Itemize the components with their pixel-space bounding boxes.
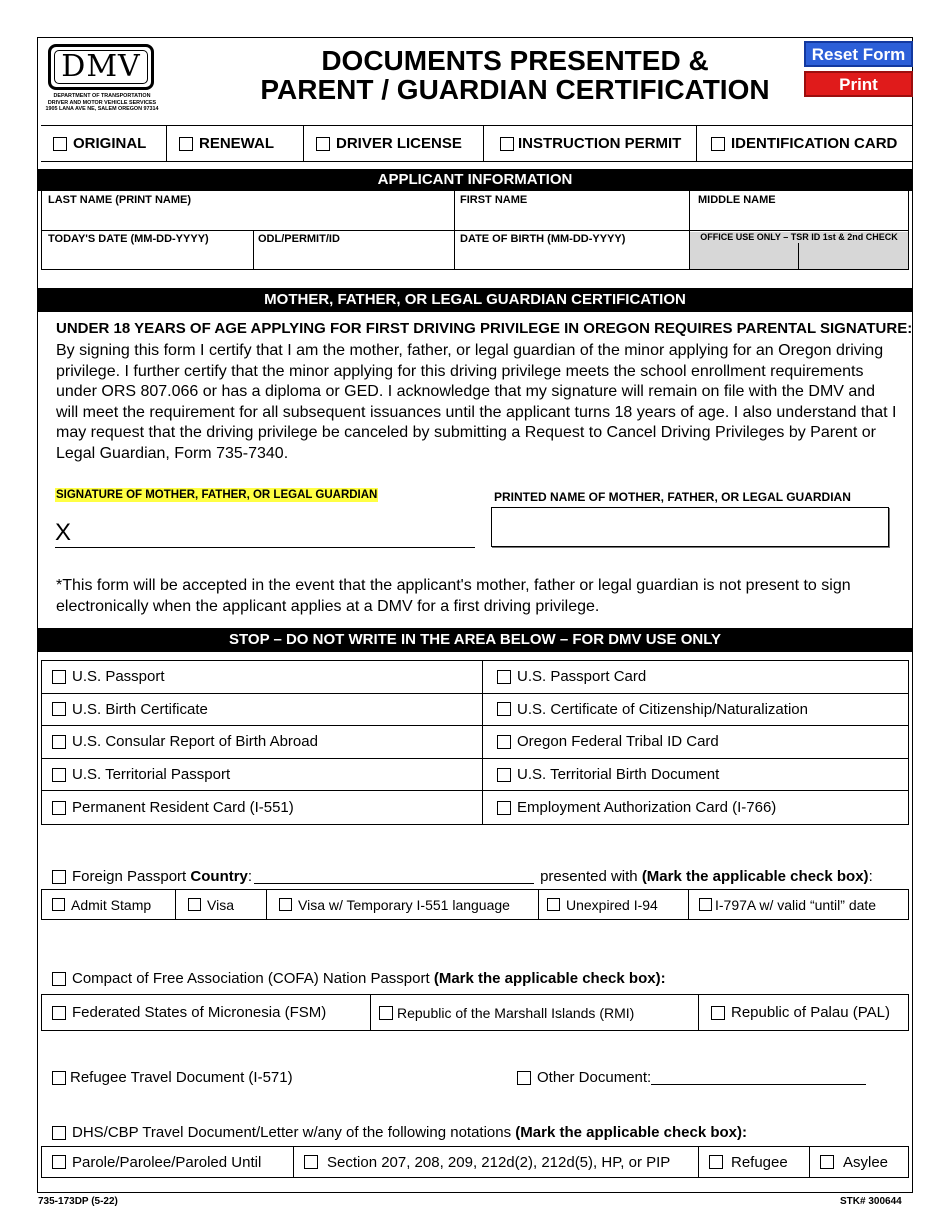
type-label: DRIVER LICENSE xyxy=(336,135,462,152)
type-label: ORIGINAL xyxy=(73,135,147,152)
doc-label: U.S. Consular Report of Birth Abroad xyxy=(72,733,318,751)
dhs-cbp-label: DHS/CBP Travel Document/Letter w/any of the following notations xyxy=(72,1124,512,1141)
option-label: Admit Stamp xyxy=(71,896,152,913)
type-original[interactable] xyxy=(41,126,167,161)
option-asylee[interactable] xyxy=(810,1147,908,1177)
checkbox[interactable] xyxy=(52,1006,66,1020)
doc-label: Employment Authorization Card (I-766) xyxy=(517,799,777,817)
signature-x-mark: X xyxy=(55,519,72,546)
option-palau[interactable] xyxy=(699,995,908,1030)
dmv-logo-subtitle xyxy=(44,93,160,113)
doc-us-passport-card[interactable] xyxy=(483,661,908,693)
doc-label: U.S. Passport xyxy=(72,668,165,686)
cofa-passport-line xyxy=(52,970,666,987)
mark-instruction: (Mark the applicable check box): xyxy=(515,1124,748,1141)
checkbox[interactable] xyxy=(188,898,201,911)
country-label: Country xyxy=(190,868,248,885)
option-label: Unexpired I-94 xyxy=(566,896,658,913)
checkbox[interactable] xyxy=(517,1071,531,1085)
printed-name-input[interactable] xyxy=(491,507,889,547)
type-label: INSTRUCTION PERMIT xyxy=(518,135,682,152)
doc-label: U.S. Birth Certificate xyxy=(72,700,208,718)
table-row xyxy=(42,726,908,759)
checkbox[interactable] xyxy=(820,1155,834,1169)
foreign-passport-label: Foreign Passport xyxy=(72,868,187,885)
doc-label: U.S. Certificate of Citizenship/Naturalization xyxy=(517,700,808,718)
form-title xyxy=(240,46,790,104)
dhs-cbp-travel-document xyxy=(52,1124,747,1141)
title-line-2: PARENT / GUARDIAN CERTIFICATION xyxy=(260,74,770,105)
doc-consular-report[interactable] xyxy=(42,726,483,758)
option-label: Republic of the Marshall Islands (RMI) xyxy=(397,1004,635,1021)
logo-subtitle-line: DEPARTMENT OF TRANSPORTATION xyxy=(53,93,151,99)
checkbox[interactable] xyxy=(497,801,511,815)
doc-territorial-passport[interactable] xyxy=(42,759,483,791)
checkbox[interactable] xyxy=(547,898,560,911)
type-label: RENEWAL xyxy=(199,135,274,152)
checkbox[interactable] xyxy=(52,1155,66,1169)
dmv-logo xyxy=(44,42,160,114)
option-unexpired-i94[interactable] xyxy=(539,890,689,919)
type-label: IDENTIFICATION CARD xyxy=(731,135,898,152)
checkbox[interactable] xyxy=(500,137,514,151)
doc-label: U.S. Territorial Birth Document xyxy=(517,766,720,784)
print-button[interactable]: Print xyxy=(804,71,913,97)
mark-instruction: (Mark the applicable check box) xyxy=(641,868,869,885)
form-number: 735-173DP (5-22) xyxy=(38,1196,118,1207)
dhs-cbp-options xyxy=(41,1146,909,1178)
option-label: Republic of Palau (PAL) xyxy=(731,1004,890,1021)
other-document-input[interactable] xyxy=(651,1071,866,1085)
foreign-passport-line xyxy=(52,868,873,885)
checkbox[interactable] xyxy=(52,768,66,782)
country-input[interactable] xyxy=(254,870,534,884)
title-line-1: DOCUMENTS PRESENTED & xyxy=(321,45,709,76)
dmv-logo-mark xyxy=(48,44,154,90)
checkbox[interactable] xyxy=(52,972,66,986)
checkbox[interactable] xyxy=(497,702,511,716)
certification-statement: By signing this form I certify that I am the mother, father, or legal guardian of the minor applying for an Oregon driving privilege. I further certify that the minor applying for this driving privilege meets the school enrollment requirements under ORS 807.066 or has a diploma or GED. I acknowledge that my signature will remain on file with the DMV and will meet the requirement for all subsequent issuances until the applicant turns 18 years of age. I also understand that I may request that the driving privilege be canceled by submitting a Request to Cancel Driving Privileges by Parent or Legal Guardian, Form 735-7340. xyxy=(56,342,897,462)
option-label: Federated States of Micronesia (FSM) xyxy=(72,1004,327,1021)
cofa-options xyxy=(41,994,909,1031)
divider xyxy=(253,230,254,270)
checkbox[interactable] xyxy=(497,670,511,684)
other-document-label: Other Document: xyxy=(537,1069,652,1086)
cofa-passport-label: Compact of Free Association (COFA) Nation Passport xyxy=(72,970,430,987)
option-label: Asylee xyxy=(843,1153,889,1171)
other-document xyxy=(517,1069,866,1086)
printed-name-label: PRINTED NAME OF MOTHER, FATHER, OR LEGAL GUARDIAN xyxy=(494,490,851,504)
middle-name-label: MIDDLE NAME xyxy=(698,194,776,206)
checkbox[interactable] xyxy=(711,1006,725,1020)
foreign-passport-options xyxy=(41,889,909,920)
option-label: Refugee xyxy=(731,1153,788,1171)
table-row xyxy=(42,694,908,727)
odl-permit-id-label: ODL/PERMIT/ID xyxy=(258,233,340,245)
option-fsm[interactable] xyxy=(42,995,371,1030)
office-use-label: OFFICE USE ONLY – TSR ID 1st & 2nd CHECK xyxy=(690,232,908,243)
doc-us-passport[interactable] xyxy=(42,661,483,693)
option-section-207[interactable] xyxy=(294,1147,699,1177)
table-row xyxy=(42,759,908,792)
option-label: I-797A w/ valid “until” date xyxy=(715,896,877,913)
checkbox[interactable] xyxy=(497,768,511,782)
refugee-travel-document-label: Refugee Travel Document (I-571) xyxy=(70,1069,293,1086)
type-driver-license[interactable] xyxy=(304,126,484,161)
option-i797a[interactable] xyxy=(689,890,908,919)
checkbox[interactable] xyxy=(52,801,66,815)
checkbox[interactable] xyxy=(179,137,193,151)
option-label: Visa w/ Temporary I-551 language xyxy=(298,896,510,913)
last-name-label: LAST NAME (PRINT NAME) xyxy=(48,194,191,206)
doc-label: Permanent Resident Card (I-551) xyxy=(72,799,294,817)
doc-employment-authorization-card[interactable] xyxy=(483,791,908,824)
checkbox[interactable] xyxy=(316,137,330,151)
signature-label: SIGNATURE OF MOTHER, FATHER, OR LEGAL GUARDIAN xyxy=(56,489,378,501)
presented-with-label: presented with xyxy=(540,868,638,885)
logo-subtitle-line: 1905 LANA AVE NE, SALEM OREGON 97314 xyxy=(45,106,159,112)
date-of-birth-label: DATE OF BIRTH (MM-DD-YYYY) xyxy=(460,233,626,245)
logo-subtitle-line: DRIVER AND MOTOR VEHICLE SERVICES xyxy=(47,99,157,106)
signature-field[interactable] xyxy=(55,547,475,548)
tsr-id-second-check xyxy=(799,243,908,269)
license-type-row xyxy=(41,125,913,162)
checkbox[interactable] xyxy=(52,702,66,716)
reset-form-button[interactable]: Reset Form xyxy=(804,41,913,67)
divider xyxy=(454,191,455,270)
tsr-id-first-check xyxy=(690,243,798,269)
doc-us-birth-certificate[interactable] xyxy=(42,694,483,726)
option-parole[interactable] xyxy=(42,1147,294,1177)
documents-table xyxy=(41,660,909,825)
checkbox[interactable] xyxy=(497,735,511,749)
type-identification-card[interactable] xyxy=(697,126,913,161)
checkbox[interactable] xyxy=(52,898,65,911)
checkbox[interactable] xyxy=(53,137,67,151)
colon: : xyxy=(868,868,873,885)
divider xyxy=(41,230,909,231)
first-name-label: FIRST NAME xyxy=(460,194,528,206)
checkbox[interactable] xyxy=(379,1006,393,1020)
mark-instruction: (Mark the applicable check box): xyxy=(433,970,666,987)
type-instruction-permit[interactable] xyxy=(484,126,697,161)
option-label: Parole/Parolee/Paroled Until xyxy=(72,1153,262,1171)
option-label: Section 207, 208, 209, 212d(2), 212d(5), HP, or PIP xyxy=(327,1153,671,1171)
option-visa[interactable] xyxy=(176,890,267,919)
colon: : xyxy=(247,868,253,885)
doc-label: U.S. Territorial Passport xyxy=(72,766,231,784)
checkbox[interactable] xyxy=(709,1155,723,1169)
stock-number: STK# 300644 xyxy=(840,1196,902,1207)
checkbox[interactable] xyxy=(304,1155,318,1169)
todays-date-label: TODAY'S DATE (MM-DD-YYYY) xyxy=(48,233,209,245)
doc-tribal-id-card[interactable] xyxy=(483,726,908,758)
checkbox[interactable] xyxy=(52,1071,66,1085)
checkbox[interactable] xyxy=(711,137,725,151)
type-renewal[interactable] xyxy=(167,126,304,161)
doc-us-certificate-citizenship[interactable] xyxy=(483,694,908,726)
checkbox[interactable] xyxy=(52,1126,66,1140)
option-label: Visa xyxy=(207,896,234,913)
guardian-certification-heading: MOTHER, FATHER, OR LEGAL GUARDIAN CERTIFICATION xyxy=(38,288,912,312)
acceptance-note: *This form will be accepted in the event that the applicant's mother, father or legal guardian is not present to sign electronically when the applicant applies at a DMV for a first driving privilege. xyxy=(56,577,851,615)
dmv-logo-text: DMV xyxy=(61,49,141,84)
checkbox[interactable] xyxy=(699,898,712,911)
parental-signature-requirement: UNDER 18 YEARS OF AGE APPLYING FOR FIRST DRIVING PRIVILEGE IN OREGON REQUIRES PARENTAL SIGNATURE: xyxy=(56,320,913,337)
doc-label: Oregon Federal Tribal ID Card xyxy=(517,733,719,751)
checkbox[interactable] xyxy=(52,670,66,684)
doc-territorial-birth-document[interactable] xyxy=(483,759,908,791)
doc-permanent-resident-card[interactable] xyxy=(42,791,483,824)
applicant-info-heading: APPLICANT INFORMATION xyxy=(38,169,912,191)
checkbox[interactable] xyxy=(52,735,66,749)
dmv-use-only-heading: STOP – DO NOT WRITE IN THE AREA BELOW – FOR DMV USE ONLY xyxy=(38,628,912,652)
table-row xyxy=(42,661,908,694)
doc-label: U.S. Passport Card xyxy=(517,668,647,686)
option-rmi[interactable] xyxy=(371,995,699,1030)
checkbox[interactable] xyxy=(52,870,66,884)
option-visa-temporary-i551[interactable] xyxy=(267,890,539,919)
refugee-travel-document[interactable] xyxy=(52,1069,293,1086)
option-admit-stamp[interactable] xyxy=(42,890,176,919)
table-row xyxy=(42,791,908,824)
checkbox[interactable] xyxy=(279,898,292,911)
option-refugee[interactable] xyxy=(699,1147,810,1177)
